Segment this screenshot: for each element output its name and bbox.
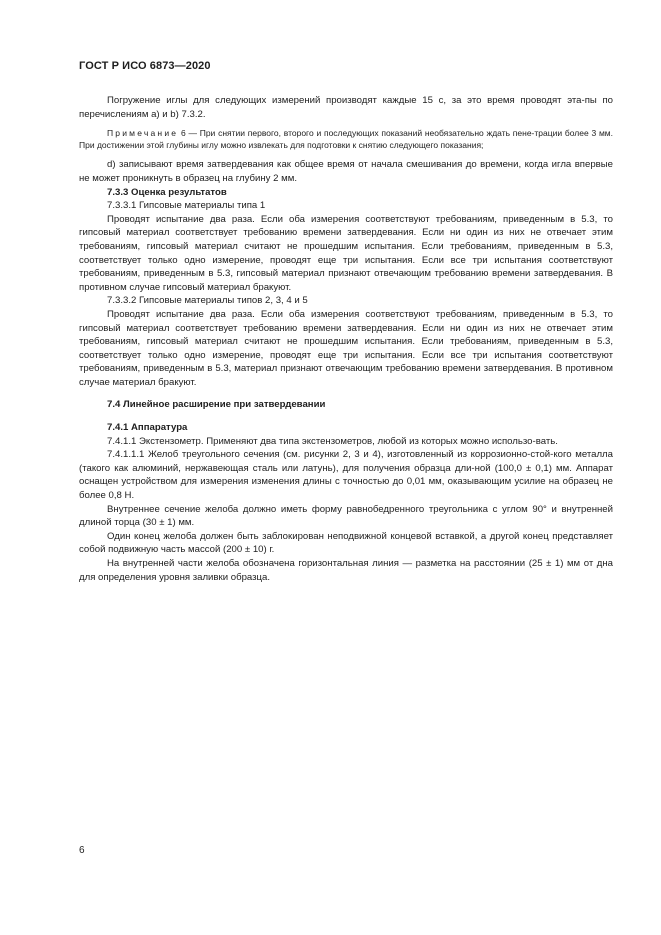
paragraph-extensometer: 7.4.1.1 Экстензометр. Применяют два типа экстензометров, любой из которых можно использо-вать. bbox=[107, 435, 558, 447]
document-header: ГОСТ Р ИСО 6873—2020 bbox=[79, 60, 211, 72]
heading-7-3-3-1: 7.3.3.1 Гипсовые материалы типа 1 bbox=[107, 200, 266, 212]
page-number: 6 bbox=[79, 845, 85, 856]
paragraph-type1-evaluation: Проводят испытание два раза. Если оба измерения соответствуют требованиям, приведенным в 5.3, то гипсовый материал соответствует требованию времени затвердевания. Если ни один из них не отвечает этим требованиям, гипсовый материал считают не прошедшим испытания. Если требованиям, приведенным в 5.3, соответствует только одно измерение, проводят еще три испытания. Если все три испытания соответствуют требованиям, приведенным в 5.3, гипсовый материал признают отвечающим требованию времени затвердевания. В противном случае гипсовый материал бракуют. bbox=[79, 213, 613, 293]
paragraph-trough: 7.4.1.1.1 Желоб треугольного сечения (см. рисунки 2, 3 и 4), изготовленный из коррозионно-стой-кого металла (такого как алюминий, нержавеющая сталь или латунь), для получения образца дли-ной (100,0 ± 0,1) мм. Аппарат оснащен устройством для измерения изменения длины с точностью до 0,01 мм, оказывающим усилие на образец не более 0,8 Н. bbox=[79, 449, 613, 502]
paragraph-trough-ends: Один конец желоба должен быть заблокирован неподвижной концевой вставкой, а другой конец представляет собой подвижную часть массой (200 ± 10) г. bbox=[79, 530, 613, 556]
note-label: Примечание bbox=[107, 128, 179, 139]
paragraph-needle-immersion: Погружение иглы для следующих измерений производят каждые 15 с, за это время проводят эта-пы по перечислениям а) и b) 7.3.2. bbox=[79, 95, 613, 120]
note-text: 6 — При снятии первого, второго и последующих показаний необязательно ждать пене-трации более 3 мм. При достижении этой глубины иглу можно извлекать для подготовки к снятию следующего показания; bbox=[79, 128, 613, 150]
heading-7-3-3-2: 7.3.3.2 Гипсовые материалы типов 2, 3, 4 и 5 bbox=[107, 295, 308, 307]
heading-7-4-1: 7.4.1 Аппаратура bbox=[107, 422, 188, 434]
heading-7-3-3: 7.3.3 Оценка результатов bbox=[107, 186, 227, 198]
paragraph-types2-5-evaluation: Проводят испытание два раза. Если оба измерения соответствуют требованиям, приведенным в 5.3, то гипсовый материал соответствует требованию времени затвердевания. Если ни один из них не отвечает этим требованиям, гипсовый материал считают не прошедшим испытания. Если требованиям, приведенным в 5.3, соответствует только одно измерение, проводят еще три испытания. Если все три испытания соответствуют требованиям, приведенным в 5.3, материал признают отвечающим требованию времени затвердевания. В противном случае материал бракуют. bbox=[79, 308, 613, 388]
note-6 bbox=[79, 128, 613, 151]
paragraph-fill-line: На внутренней части желоба обозначена горизонтальная линия — разметка на расстоянии (25 ± 1) мм от дна для определения уровня заливки образца. bbox=[79, 558, 613, 583]
paragraph-cross-section: Внутреннее сечение желоба должно иметь форму равнобедренного треугольника с углом 90° и внутренней длиной торца (30 ± 1) мм. bbox=[79, 503, 613, 529]
heading-7-4: 7.4 Линейное расширение при затвердевании bbox=[107, 399, 326, 411]
document-body bbox=[79, 94, 613, 584]
paragraph-item-d: d) записывают время затвердевания как общее время от начала смешивания до времени, когда игла впервые не может проникнуть в образец на глубину 2 мм. bbox=[79, 159, 613, 184]
